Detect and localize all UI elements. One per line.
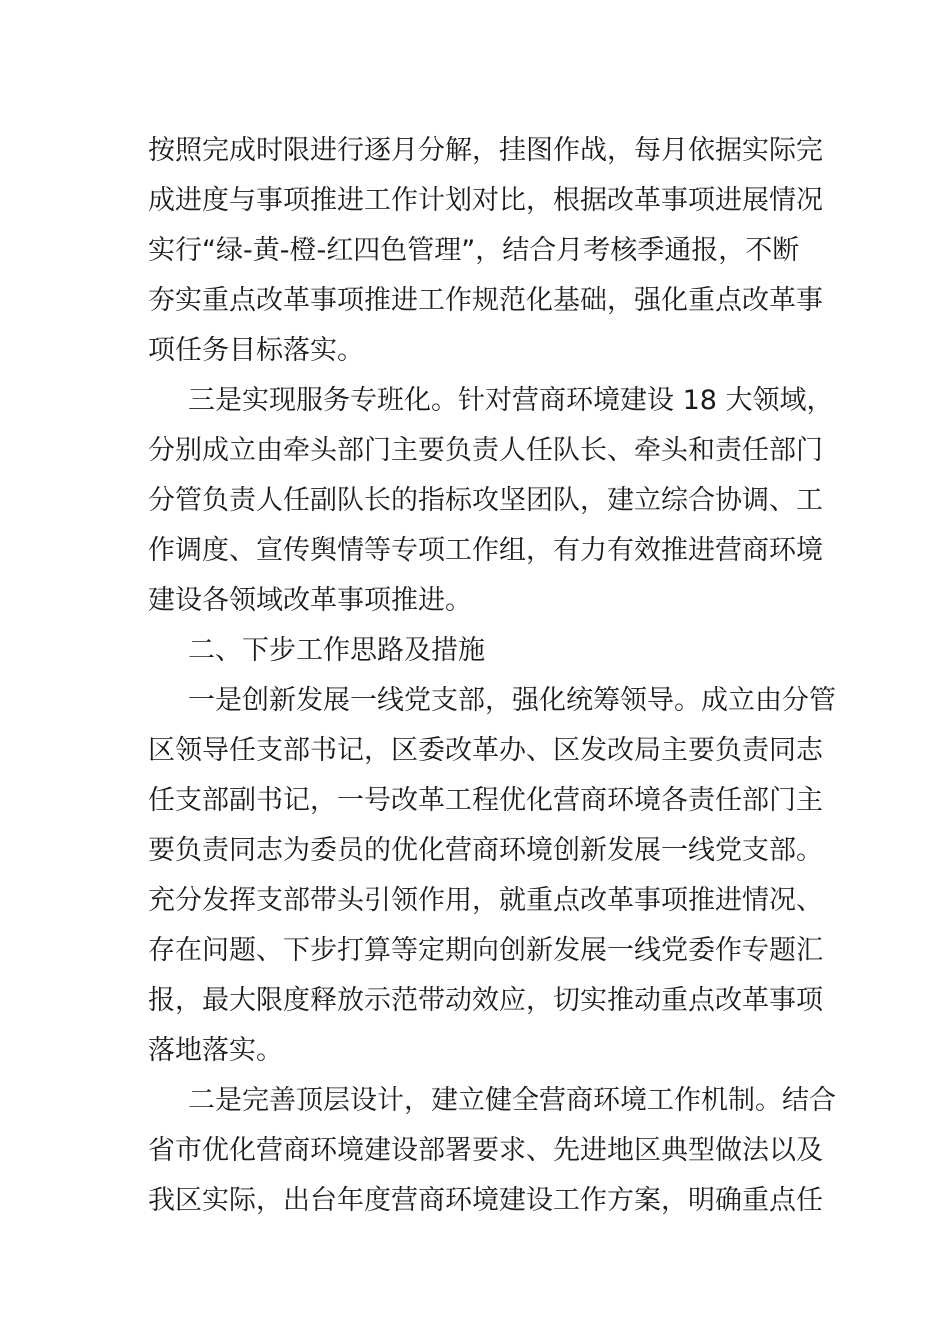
- text-line: 省市优化营商环境建设部署要求、先进地区典型做法以及: [148, 1135, 823, 1166]
- text-line: 我区实际，出台年度营商环境建设工作方案，明确重点任: [148, 1185, 823, 1216]
- text-line: 报，最大限度释放示范带动效应，切实推动重点改革事项: [148, 985, 823, 1016]
- text-line: 区领导任支部书记，区委改革办、区发改局主要负责同志: [148, 735, 823, 766]
- section-heading: 二、下步工作思路及措施: [188, 635, 485, 666]
- text-line: 成进度与事项推进工作计划对比，根据改革事项进展情况: [148, 185, 823, 216]
- paragraph-start-line: 三是实现服务专班化。针对营商环境建设 18 大领域，: [188, 385, 834, 416]
- text-line: 任支部副书记，一号改革工程优化营商环境各责任部门主: [148, 785, 823, 816]
- text-line: 分别成立由牵头部门主要负责人任队长、牵头和责任部门: [148, 435, 823, 466]
- text-line: 落地落实。: [148, 1035, 283, 1066]
- text-line: 按照完成时限进行逐月分解，挂图作战，每月依据实际完: [148, 135, 823, 166]
- paragraph-start-line: 二是完善顶层设计，建立健全营商环境工作机制。结合: [188, 1085, 836, 1116]
- text-line: 存在问题、下步打算等定期向创新发展一线党委作专题汇: [148, 935, 823, 966]
- text-line: 夯实重点改革事项推进工作规范化基础，强化重点改革事: [148, 285, 823, 316]
- text-line: 建设各领域改革事项推进。: [148, 585, 472, 616]
- paragraph-start-line: 一是创新发展一线党支部，强化统筹领导。成立由分管: [188, 685, 836, 716]
- text-line: 作调度、宣传舆情等专项工作组，有力有效推进营商环境: [148, 535, 823, 566]
- text-line: 要负责同志为委员的优化营商环境创新发展一线党支部。: [148, 835, 823, 866]
- text-line: 实行“绿-黄-橙-红四色管理”，结合月考核季通报，不断: [148, 235, 800, 266]
- text-line: 分管负责人任副队长的指标攻坚团队，建立综合协调、工: [148, 485, 823, 516]
- text-line: 项任务目标落实。: [148, 335, 364, 366]
- text-line: 充分发挥支部带头引领作用，就重点改革事项推进情况、: [148, 885, 823, 916]
